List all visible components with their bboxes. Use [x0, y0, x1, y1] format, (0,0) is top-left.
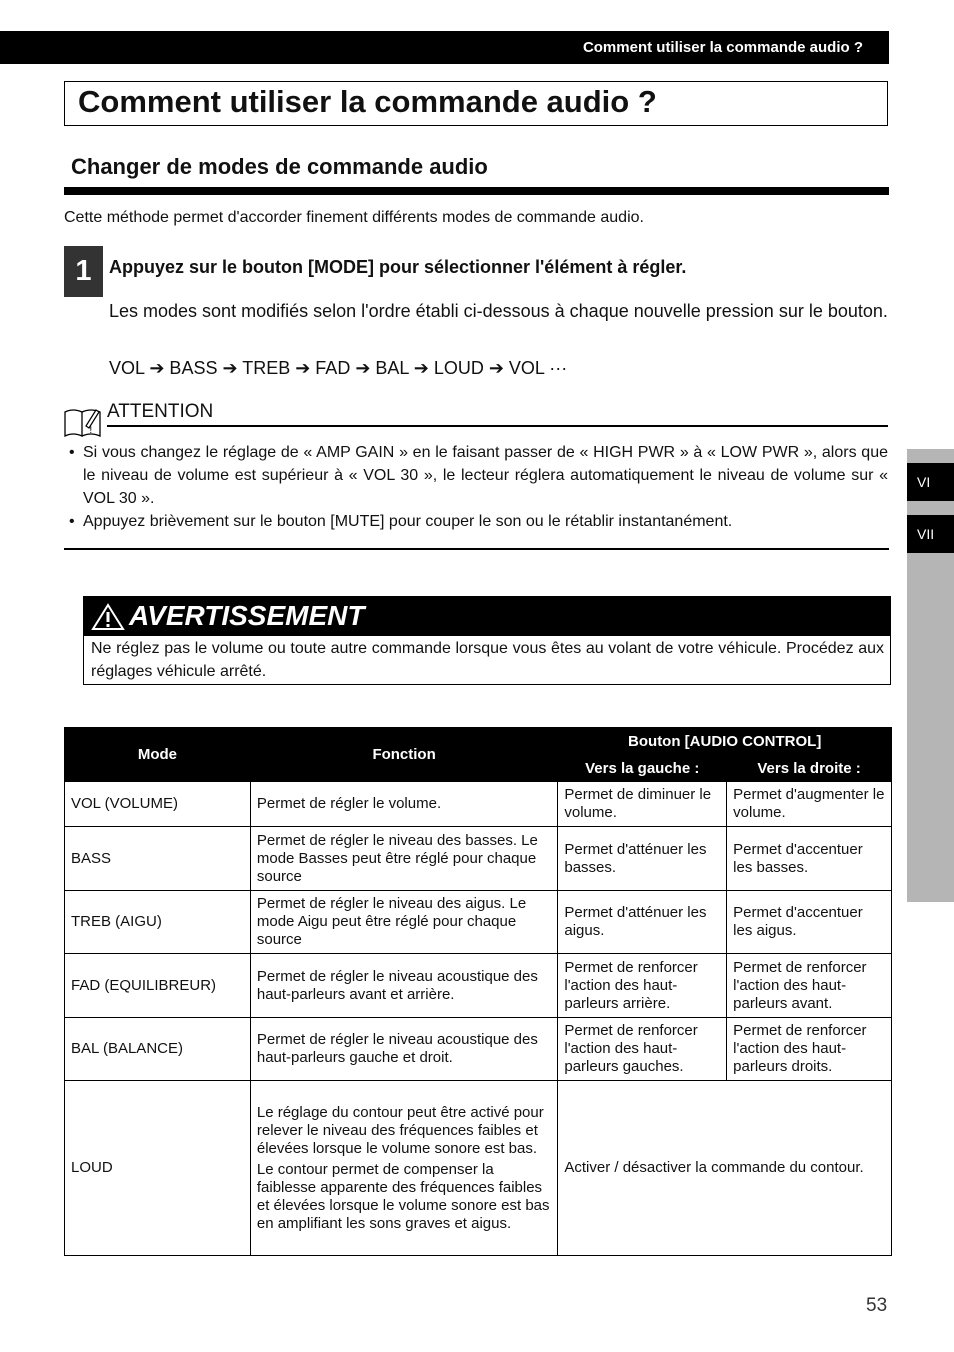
table-row	[65, 954, 892, 1018]
table-row	[65, 1018, 892, 1081]
table-row	[65, 782, 892, 827]
attention-label: ATTENTION	[107, 401, 214, 422]
loud-function-1: Le réglage du contour peut être activé pour relever le niveau des fréquences faibles et élevées lorsque le volume sonore est bas.	[256, 1103, 544, 1157]
cell-button: Activer / désactiver la commande du contour.	[558, 1081, 892, 1256]
warning-label: AVERTISSEMENT	[129, 600, 365, 631]
page-title-box	[64, 81, 888, 126]
tab-label: VII	[917, 526, 935, 542]
header-mode: Mode	[65, 728, 251, 782]
header-right: Vers la droite :	[727, 755, 892, 782]
attention-item-1: Si vous changez le réglage de « AMP GAIN » en le faisant passer de « HIGH PWR » à « LOW PWR », alors que le niveau de volume est supérieur à « VOL 30 », le lecteur réglera automatiquement le niveau de volume sur « VOL 30 ».	[83, 444, 888, 507]
warning-triangle-icon	[91, 603, 125, 631]
attention-item-2: Appuyez brièvement sur le bouton [MUTE] pour couper le son ou le rétablir instantanément.	[83, 513, 733, 530]
cell-right: Permet d'accentuer les basses.	[727, 827, 892, 891]
cell-right: Permet de renforcer l'action des haut-parleurs droits.	[727, 1018, 892, 1081]
cell-left: Permet d'atténuer les aigus.	[558, 891, 727, 954]
step-body: Les modes sont modifiés selon l'ordre établi ci-dessous à chaque nouvelle pression sur le bouton.	[109, 301, 888, 321]
cell-right: Permet d'augmenter le volume.	[727, 782, 892, 827]
cell-function: Permet de régler le niveau acoustique des haut-parleurs gauche et droit.	[250, 1018, 558, 1081]
warning-header	[84, 597, 890, 636]
page-title: Comment utiliser la commande audio ?	[78, 84, 657, 119]
cell-mode: LOUD	[65, 1081, 251, 1256]
running-header-title: Comment utiliser la commande audio ?	[582, 39, 863, 56]
cell-function: Permet de régler le niveau des basses. Le mode Basses peut être réglé pour chaque source	[250, 827, 558, 891]
audio-control-table	[64, 727, 892, 1256]
cell-mode: BAL (BALANCE)	[65, 1018, 251, 1081]
tab-vii[interactable]	[907, 515, 954, 553]
header-function: Fonction	[250, 728, 558, 782]
book-note-icon	[63, 406, 103, 445]
cell-left: Permet de renforcer l'action des haut-parleurs gauches.	[558, 1018, 727, 1081]
svg-text:!: !	[89, 426, 93, 436]
divider	[64, 548, 889, 550]
cell-function: Permet de régler le niveau acoustique des haut-parleurs avant et arrière.	[250, 954, 558, 1018]
cell-right: Permet d'accentuer les aigus.	[727, 891, 892, 954]
cell-right: Permet de renforcer l'action des haut-parleurs avant.	[727, 954, 892, 1018]
section-intro: Cette méthode permet d'accorder finement différents modes de commande audio.	[64, 209, 644, 226]
list-item: • Si vous changez le réglage de « AMP GAIN » en le faisant passer de « HIGH PWR » à « LOW PWR », alors que le niveau de volume est supérieur à « VOL 30 », le lecteur réglera automatiquement le niveau de volume sur « VOL 30 ».	[69, 441, 888, 510]
table-row	[65, 1081, 892, 1256]
table-row	[65, 827, 892, 891]
cell-left: Permet d'atténuer les basses.	[558, 827, 727, 891]
tab-vi[interactable]	[907, 463, 954, 501]
cell-mode: BASS	[65, 827, 251, 891]
header-button: Bouton [AUDIO CONTROL]	[558, 728, 892, 755]
tab-label: VI	[917, 474, 931, 490]
step-number: 1	[64, 246, 103, 297]
cell-mode: TREB (AIGU)	[65, 891, 251, 954]
cell-function: Permet de régler le niveau des aigus. Le mode Aigu peut être réglé pour chaque source	[250, 891, 558, 954]
step-title: Appuyez sur le bouton [MODE] pour sélectionner l'élément à régler.	[109, 257, 687, 277]
warning-box	[83, 596, 891, 685]
cell-mode: FAD (EQUILIBREUR)	[65, 954, 251, 1018]
section-rule	[64, 187, 889, 195]
cell-mode: VOL (VOLUME)	[65, 782, 251, 827]
table-row	[65, 891, 892, 954]
running-header-bar	[0, 31, 889, 64]
attention-list	[69, 441, 888, 533]
attention-rule	[107, 425, 888, 427]
list-item: • Appuyez brièvement sur le bouton [MUTE] pour couper le son ou le rétablir instantanément.	[69, 510, 888, 533]
cell-left: Permet de renforcer l'action des haut-parleurs arrière.	[558, 954, 727, 1018]
section-heading: Changer de modes de commande audio	[71, 154, 488, 179]
warning-text: Ne réglez pas le volume ou toute autre commande lorsque vous êtes au volant de votre véhicule. Procédez aux réglages véhicule arrêté.	[91, 640, 884, 680]
cell-function	[250, 1081, 558, 1256]
page-number: 53	[866, 1295, 888, 1316]
cell-left: Permet de diminuer le volume.	[558, 782, 727, 827]
header-left: Vers la gauche :	[558, 755, 727, 782]
loud-function-2: Le contour permet de compenser la faiblesse apparente des fréquences faibles et élevées lorsque le volume sonore est bas en amplifiant les sons graves et aigus.	[256, 1160, 550, 1232]
cell-function: Permet de régler le volume.	[250, 782, 558, 827]
mode-sequence: VOL ➔ BASS ➔ TREB ➔ FAD ➔ BAL ➔ LOUD ➔ VOL ···	[109, 358, 568, 378]
chapter-tabs	[907, 449, 954, 902]
